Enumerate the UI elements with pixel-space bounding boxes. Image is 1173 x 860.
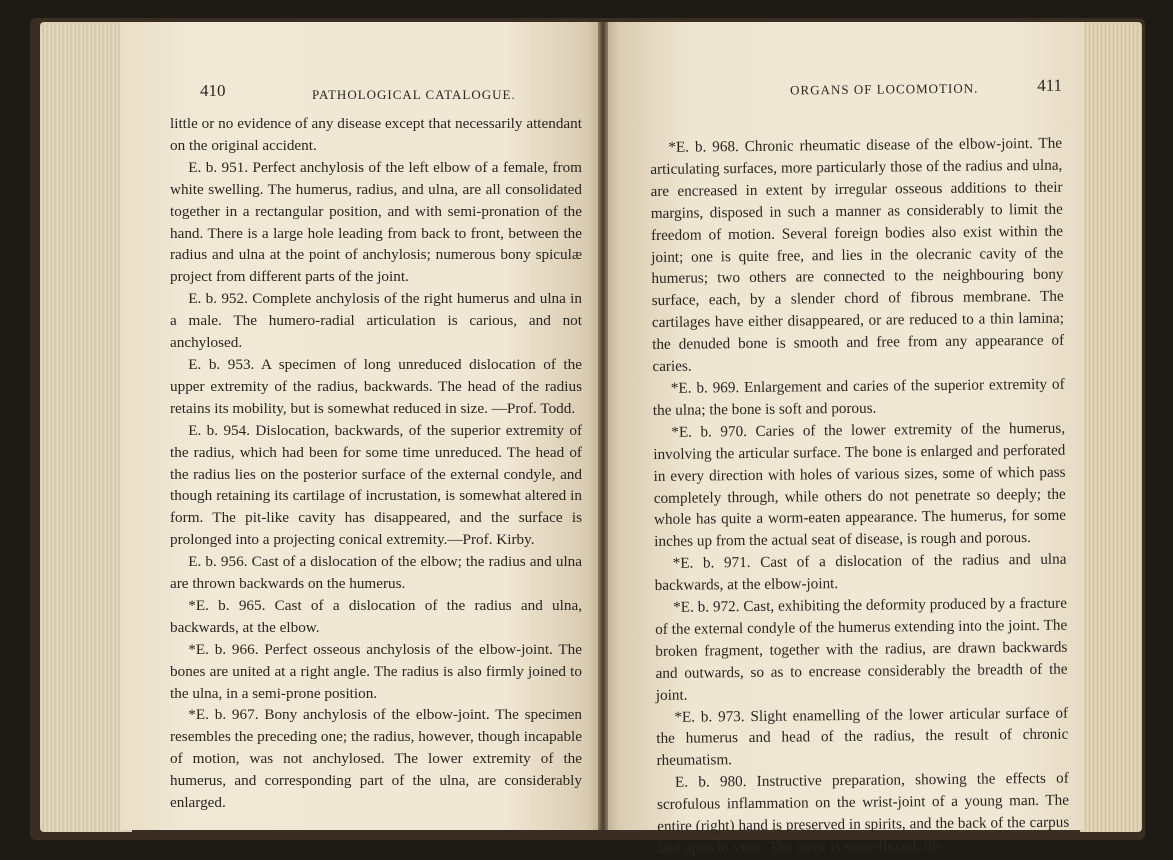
paragraph: *E. b. 973. Slight enamelling of the lower articular surface of the humerus and head of the radius, the result of chronic rheumatism. xyxy=(656,704,1069,770)
paragraph: E. b. 951. Perfect anchylosis of the left elbow of a female, from white swelling. The humerus, radius, and ulna, are all consolidated together in a rectangular position, and with semi-pronation of the hand. There is a large hole leading from back to front, between the radius and ulna at the point of anchylosis; numerous bony spiculæ project from different parts of the joint. xyxy=(170,158,582,286)
left-page-number: 410 xyxy=(200,81,226,100)
paragraph: *E. b. 970. Caries of the lower extremity of the humerus, involving the articular surface. The bone is enlarged and perforated in every direction with holes of various sizes, some of which pass completely through, while others do not penetrate so deeply; the whole has quite a worm-eaten appearance. The humerus, for some inches up from the actual seat of disease, is rough and porous. xyxy=(653,419,1067,551)
page-edges-left xyxy=(40,22,132,832)
right-running-title: ORGANS OF LOCOMOTION. xyxy=(790,80,979,98)
paragraph: *E. b. 967. Bony anchylosis of the elbow-joint. The specimen resembles the preceding one; the radius, however, though incapable of motion, was not anchylosed. The lower extremity of the humerus, and corresponding part of the ulna, are considerably enlarged. xyxy=(170,706,582,812)
paragraph: *E. b. 968. Chronic rheumatic disease of the elbow-joint. The articulating surfaces, more particularly those of the radius and ulna, are encreased in extent by irregular osseous additions to their margins, disposed in such a manner as considerably to limit the freedom of motion. Several foreign bodies also exist within the joint; one is quite free, and lies in the olecranic cavity of the humerus; two others are connected to the neighbouring bony surface, each, by a slender chord of fibrous membrane. The cartilages have either disappeared, or are reduced to a thin lamina; the denuded bone is smooth and free from any appearance of caries. xyxy=(650,134,1065,376)
book-gutter xyxy=(598,22,608,830)
paragraph: little or no evidence of any disease except that necessarily attendant on the original accident. xyxy=(170,115,582,154)
paragraph: E. b. 954. Dislocation, backwards, of the superior extremity of the radius, which had been for some time unreduced. The head of the radius lies on the posterior surface of the external condyle, and though retaining its cartilage of incrustation, is somewhat altered in form. The pit-like cavity has disappeared, and the surface is prolonged into a projecting conical extremity.—Prof. Kirby. xyxy=(170,421,582,549)
paragraph: *E. b. 972. Cast, exhibiting the deformity produced by a fracture of the external condyle of the humerus extending into the joint. The broken fragment, together with the radius, are drawn backwards and outwards, so as to encrease considerably the breadth of the joint. xyxy=(655,594,1068,704)
paragraph: E. b. 953. A specimen of long unreduced dislocation of the upper extremity of the radius, backwards. The head of the radius retains its mobility, but is somewhat reduced in size. —Prof. Todd. xyxy=(170,355,582,417)
paragraph: E. b. 956. Cast of a dislocation of the elbow; the radius and ulna are thrown backwards on the humerus. xyxy=(170,553,582,593)
paragraph: *E. b. 969. Enlargement and caries of the superior extremity of the ulna; the bone is soft and porous. xyxy=(652,375,1065,419)
paragraph: *E. b. 971. Cast of a dislocation of the radius and ulna backwards, at the elbow-joint. xyxy=(654,550,1067,595)
left-page-text xyxy=(170,113,582,814)
paragraph: *E. b. 965. Cast of a dislocation of the radius and ulna, backwards, at the elbow. xyxy=(170,596,582,636)
left-running-title: PATHOLOGICAL CATALOGUE. xyxy=(312,87,516,102)
right-page-number: 411 xyxy=(1037,75,1063,95)
page-edges-right xyxy=(1080,22,1142,832)
right-page-text xyxy=(650,133,1070,860)
paragraph: E. b. 980. Instructive preparation, showing the effects of scrofulous inflammation on the wrist-joint of a young man. The entire (right) hand is preserved in spirits, and the back of the carpus laid open to view. The wrist is semi-flexed; the xyxy=(656,769,1070,857)
paragraph: *E. b. 966. Perfect osseous anchylosis of the elbow-joint. The bones are united at a right angle. The radius is also firmly joined to the ulna, in a semi-prone position. xyxy=(170,640,582,702)
paragraph: E. b. 952. Complete anchylosis of the right humerus and ulna in a male. The humero-radial articulation is carious, and not anchylosed. xyxy=(170,290,582,352)
